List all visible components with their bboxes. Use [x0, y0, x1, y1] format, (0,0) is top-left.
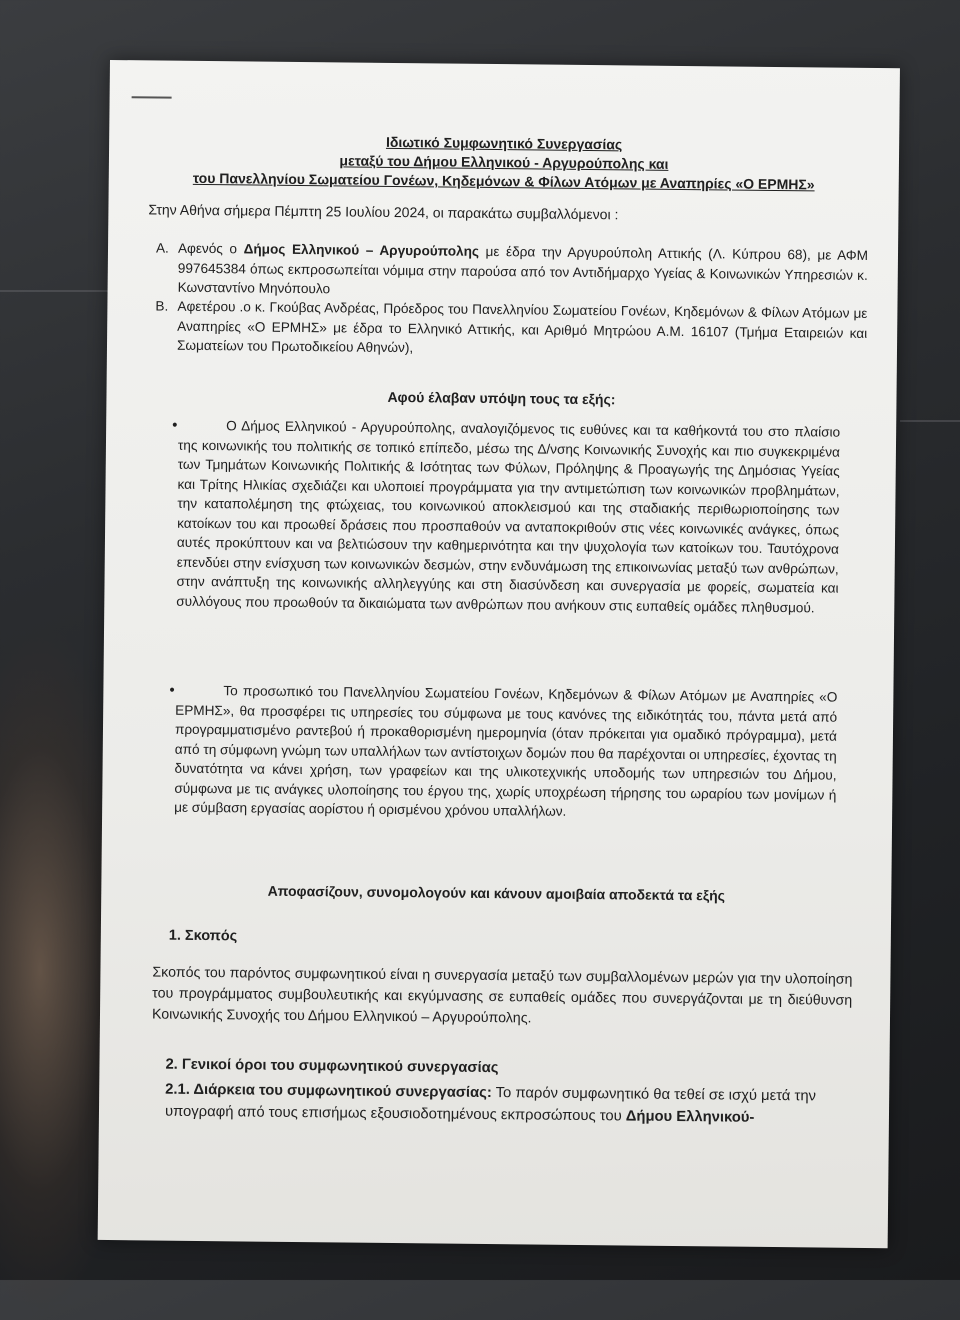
intro-text: Στην Αθήνα σήμερα Πέμπτη 25 Ιουλίου 2024, οι παρακάτω συμβαλλόμενοι : [148, 201, 619, 223]
section-2-1-text: Το παρόν συμφωνητικό θα τεθεί σε ισχύ μετά την υπογραφή από τους επισήμως εξουσιοδοτημένους εκπροσώπους του [164, 1085, 817, 1125]
section-2-1-bold-end: Δήμου Ελληνικού- [625, 1108, 755, 1126]
party-a [155, 239, 869, 305]
page-mark [132, 96, 172, 98]
party-a-marker: Α. [155, 240, 169, 256]
bullet-icon: • [172, 416, 178, 434]
document-title-line-2: μεταξύ του Δήμου Ελληνικού - Αργυρούπολης και [339, 152, 669, 172]
bullet-1-text: Ο Δήμος Ελληνικού - Αργυρούπολης, αναλογιζόμενος τις ευθύνες και τα καθήκοντά του στο πλαίσιο της κοινωνικής του πολιτικής σε τοπικό επίπεδο, μέσω της Δ/νσης Κοινωνικής Συνοχής και πιο συγκεκριμένα των Τμημάτων Κοινωνικής Πολιτικής & Ισότητας των Φύλων, Πρόληψης & Προαγωγής της Δημόσιας Υγείας και Τρίτης Ηλικίας σχεδιάζει και υλοποιεί προγράμματα για την αντιμετώπιση των κοινωνικών προβλημάτων, την καταπολέμηση της φτώχειας, του κοινωνικού αποκλεισμού και της σταδιακής περιθωριοποίησης των κατοίκων του και προωθεί δράσεις που προσπαθούν να ανταποκριθούν στις νέες κοινωνικές ανάγκες, όπως αυτές προκύπτουν και να βελτιώσουν την καθημερινότητα και την ψυχολογία των κατοίκων του. Ταυτόχρονα επενδύει στην ενίσχυση των κοινωνικών δεσμών, στην ενδυνάμωση της επικοινωνίας μεταξύ των ανθρώπων, στην ανάπτυξη της κοινωνικής αλληλεγγύης και στη διασύνδεση και συνεργασία με φορείς, σωματεία και συλλόγους που προωθούν τα δικαιώματα των ανθρώπων που ανήκουν στις ευπαθείς ομάδες πληθυσμού. [176, 418, 841, 615]
section-2-1-label: 2.1. Διάρκεια του συμφωνητικού συνεργασίας: [165, 1081, 492, 1102]
party-a-pre: Αφενός ο [177, 240, 244, 257]
document-title-line-1: Ιδιωτικό Συμφωνητικό Συνεργασίας [385, 133, 623, 153]
considering-bullet-1 [172, 416, 841, 618]
background-edge [900, 420, 960, 422]
section-2-1 [165, 1079, 855, 1130]
section-1-heading: 1. Σκοπός [168, 927, 238, 945]
considering-bullet-2 [169, 681, 838, 824]
considering-heading: Αφού έλαβαν υπόψη τους τα εξής: [387, 388, 616, 408]
section-2-heading: 2. Γενικοί όροι του συμφωνητικού συνεργασίας [165, 1056, 499, 1077]
bullet-icon: • [169, 681, 175, 699]
party-b-marker: Β. [155, 298, 169, 314]
party-b [155, 297, 868, 363]
bullet-2-text: Το προσωπικό του Πανελληνίου Σωματείου Γονέων, Κηδεμόνων & Φίλων Ατόμων με Αναπηρίες «Ο ΕΡΜΗΣ», θα προσφέρει τις υπηρεσίες του σύμφωνα με τους κανόνες της ειδικότητάς του, πάντα μετά από προγραμματισμένο ραντεβού ή προκαθορισμένη ημερομηνία (όταν πρόκειται για ομαδικό πρόγραμμα), μετά από τη σύμφωνη γνώμη των υπαλλήλων των αντίστοιχων δομών που θα παρέχονται οι υπηρεσίες, έχοντας τη δυνατότητα να κάνει χρήση, των γραφείων και της υλικοτεχνικής υποδομής των υπηρεσιών του Δήμου, σύμφωνα με τις ανάγκες υλοποίησης του έργου της, χωρίς υποχρέωση τήρησης του ωραρίου των μονίμων ή με σύμβαση εργασίας αορίστου ή ορισμένου χρόνου υπαλλήλων. [174, 683, 838, 819]
document-page [98, 60, 900, 1248]
party-a-name: Δήμος Ελληνικού – Αργυρούπολης [243, 241, 480, 259]
section-1-text: Σκοπός του παρόντος συμφωνητικού είναι η συνεργασία μεταξύ των συμβαλλομένων μερών για την υλοποίηση του προγράμματος συμβουλευτικής και εκγύμνασης σε ευπαθείς ομάδες που συνεργάζονται με τη διεύθυνση Κοινωνικής Συνοχής του Δήμου Ελληνικού – Αργυρούπολης. [151, 964, 853, 1027]
decide-heading: Αποφασίζουν, συνομολογούν και κάνουν αμοιβαία αποδεκτά τα εξής [267, 882, 726, 904]
party-a-rest: με έδρα την Αργυρούπολη Αττικής (Λ. Κύπρου 68), με ΑΦΜ 997645384 όπως εκπροσωπείται νόμιμα στην παρούσα από τον Αντιδήμαρχο Υγείας & Κοινωνικών Υπηρεσιών κ. Κωνσταντίνο Μηνόπουλο [177, 243, 869, 297]
document-title-line-3: του Πανελληνίου Σωματείου Γονέων, Κηδεμόνων & Φίλων Ατόμων με Αναπηρίες «Ο ΕΡΜΗΣ» [192, 169, 815, 193]
background-edge [0, 290, 110, 292]
party-b-text: Αφετέρου .ο κ. Γκούβας Ανδρέας, Πρόεδρος του Πανελληνίου Σωματείου Γονέων, Κηδεμόνων & Φίλων Ατόμων με Αναπηρίες «Ο ΕΡΜΗΣ» με έδρα το Ελληνικό Αττικής, και Αριθμό Μητρώου Α.Μ. 16107 (Τμήμα Εταιρειών και Σωματείων του Πρωτοδικείου Αθηνών), [176, 298, 868, 356]
